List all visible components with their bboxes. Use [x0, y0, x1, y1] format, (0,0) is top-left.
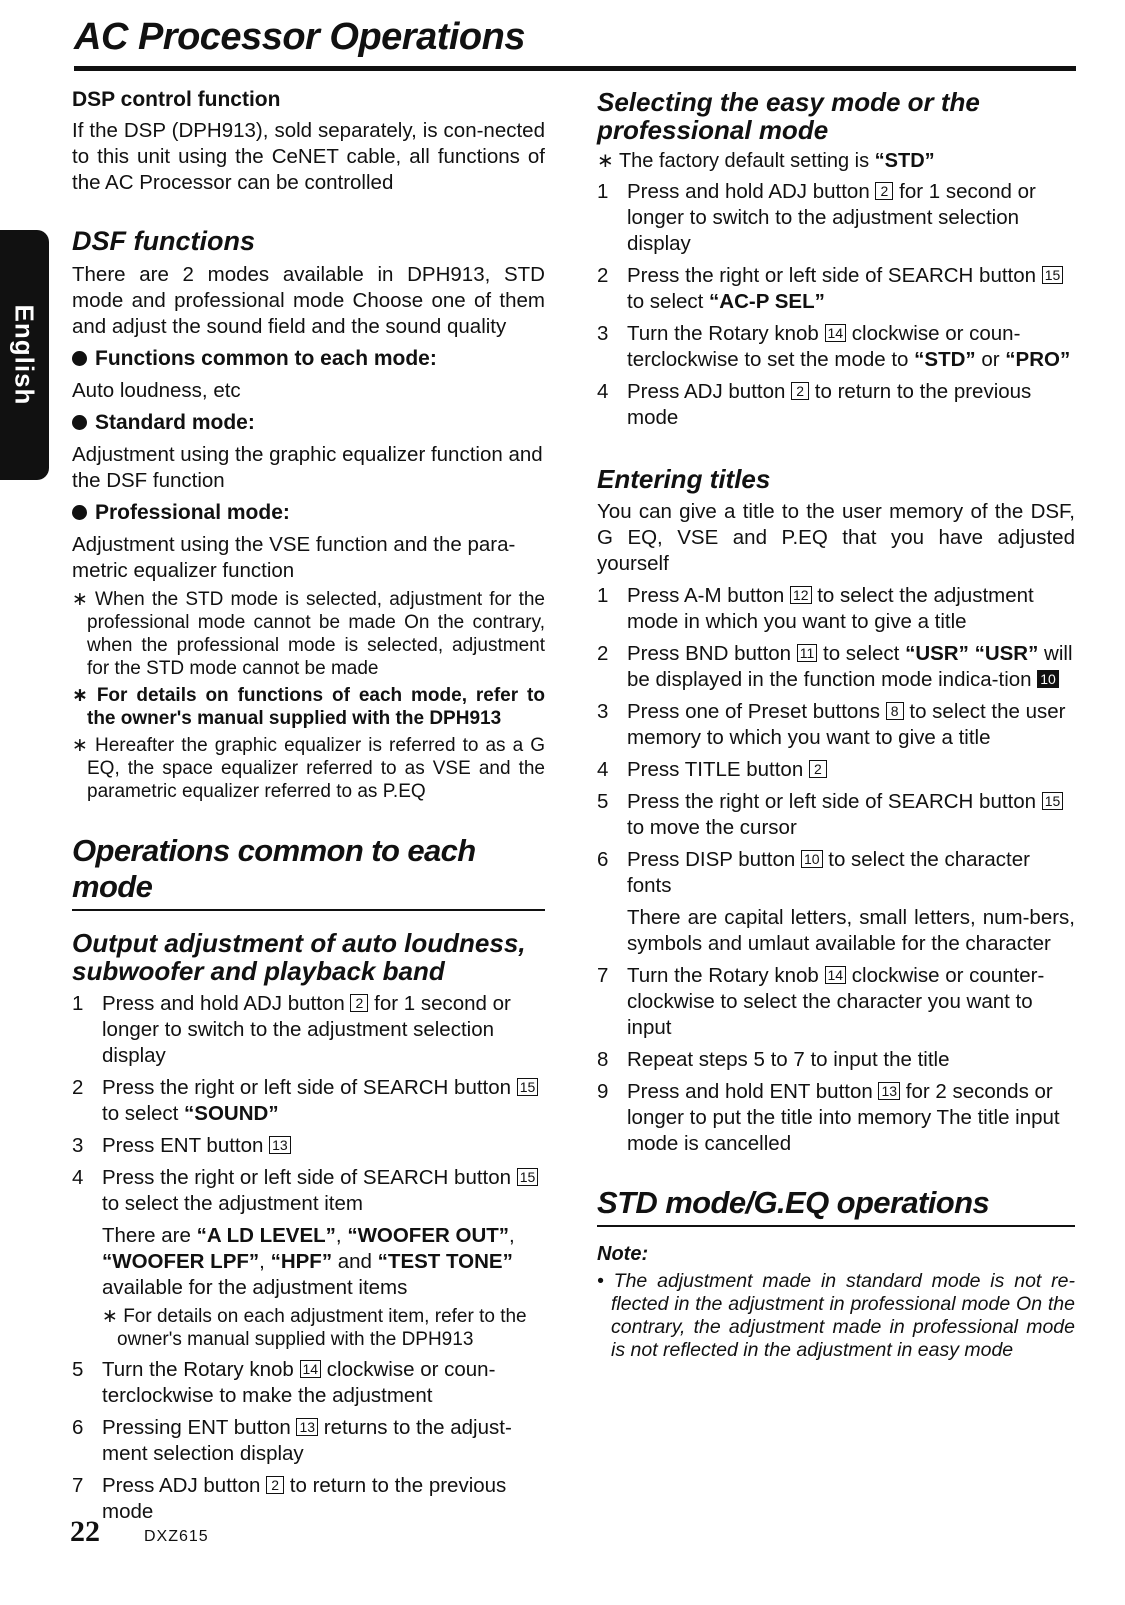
page-number: 22 [70, 1515, 100, 1548]
button-ref-icon: 13 [269, 1136, 291, 1154]
standard-mode-heading: Standard mode: [72, 410, 545, 436]
entering-titles-text: You can give a title to the user memory of the DSF, G EQ, VSE and P.EQ that you have adjusted yourself [597, 500, 1075, 575]
button-ref-icon: 8 [886, 702, 904, 720]
language-tab [0, 230, 49, 480]
left-column [72, 88, 545, 1525]
operations-heading: Operations common to each mode [72, 833, 545, 911]
button-ref-icon: 12 [790, 586, 812, 604]
list-item: 2 Press BND button 11 to select “USR” “USR” will be displayed in the function mode indica-tion 10 [597, 642, 1073, 691]
list-item: 5 Turn the Rotary knob 14 clockwise or coun-terclockwise to make the adjustment [72, 1358, 496, 1407]
common-mode-text: Auto loudness, etc [72, 379, 241, 402]
indicator-ref-icon: 10 [1037, 670, 1059, 688]
list-item: 1 Press and hold ADJ button 2 for 1 second or longer to switch to the adjustment selection display [597, 180, 1036, 255]
professional-mode-heading: Professional mode: [72, 500, 545, 526]
common-mode-heading: Functions common to each mode: [72, 346, 545, 372]
list-item: 4 Press TITLE button 2 [597, 757, 1075, 783]
list-item: 8 Repeat steps 5 to 7 to input the title [597, 1048, 950, 1071]
button-ref-icon: 2 [791, 382, 809, 400]
button-ref-icon: 10 [801, 850, 823, 868]
right-column [597, 88, 1075, 1362]
title-rule [74, 66, 1076, 71]
note-item: ∗ For details on functions of each mode, refer to the owner's manual supplied with the DPH913 [72, 685, 545, 729]
default-setting-note: ∗ The factory default setting is “STD” [597, 150, 935, 172]
list-item: 6 Pressing ENT button 13 returns to the adjust-ment selection display [72, 1416, 512, 1465]
list-item: 9 Press and hold ENT button 13 for 2 seconds or longer to put the title into memory The title input mode is cancelled [597, 1080, 1060, 1155]
page-title: AC Processor Operations [74, 16, 525, 58]
list-item: 7 Turn the Rotary knob 14 clockwise or counter-clockwise to select the character you want to input [597, 964, 1045, 1039]
output-steps-list [72, 991, 545, 1525]
bullet-icon [72, 415, 87, 430]
list-item: 3 Press one of Preset buttons 8 to select the user memory to which you want to give a title [597, 700, 1066, 749]
button-ref-icon: 14 [825, 324, 847, 342]
button-ref-icon: 14 [825, 966, 847, 984]
button-ref-icon: 13 [878, 1082, 900, 1100]
title-steps-list [597, 583, 1075, 1157]
std-mode-heading: STD mode/G.EQ operations [597, 1185, 1075, 1227]
button-ref-icon: 13 [296, 1418, 318, 1436]
step-note: ∗ For details on each adjustment item, refer to the owner's manual supplied with the DPH913 [102, 1306, 527, 1350]
button-ref-icon: 14 [300, 1360, 322, 1378]
dsf-text: There are 2 modes available in DPH913, STD mode and professional mode Choose one of them and adjust the sound field and the sound quality [72, 263, 545, 338]
button-ref-icon: 11 [797, 644, 818, 662]
easy-mode-heading: Selecting the easy mode or the professional mode [597, 87, 980, 145]
list-item: 6 Press DISP button 10 to select the character fonts There are capital letters, small letters, num-bers, symbols and umlaut available for the character [597, 848, 1075, 955]
bullet-icon [72, 505, 87, 520]
list-item: 4 Press the right or left side of SEARCH button 15 to select the adjustment item There are “A LD LEVEL”, “WOOFER OUT”, “WOOFER LPF”, “HPF” and “TEST TONE” available for the adjustment items ∗ For details on each adjustment item, refer to the owner's manual supplied with the DPH913 [72, 1165, 545, 1351]
list-item: 3 Press ENT button 13 [72, 1133, 545, 1159]
list-item: 1 Press A-M button 12 to select the adjustment mode in which you want to give a title [597, 584, 1034, 633]
professional-mode-text: Adjustment using the VSE function and the para-metric equalizer function [72, 533, 516, 582]
list-item: 5 Press the right or left side of SEARCH button 15 to move the cursor [597, 789, 1075, 841]
list-item: 7 Press ADJ button 2 to return to the previous mode [72, 1474, 507, 1523]
note-text: • The adjustment made in standard mode is not re-flected in the adjustment in professional mode On the contrary, the adjustment made in professional mode is not reflected in the adjustment in easy mode [597, 1270, 1075, 1361]
button-ref-icon: 15 [1042, 792, 1064, 810]
button-ref-icon: 2 [875, 182, 893, 200]
button-ref-icon: 15 [517, 1078, 539, 1096]
list-item: 2 Press the right or left side of SEARCH button 15 to select “AC-P SEL” [597, 263, 1075, 315]
button-ref-icon: 2 [809, 760, 827, 778]
button-ref-icon: 15 [1042, 266, 1064, 284]
list-item: 1 Press and hold ADJ button 2 for 1 second or longer to switch to the adjustment selection display [72, 992, 511, 1067]
dsp-heading: DSP control function [72, 88, 281, 111]
language-tab-label: English [9, 304, 40, 406]
note-title: Note: [597, 1243, 649, 1265]
dsp-text: If the DSP (DPH913), sold separately, is con-nected to this unit using the CeNET cable, all functions of the AC Processor can be controlled [72, 119, 545, 194]
output-adjustment-heading: Output adjustment of auto loudness, subwoofer and playback band [72, 928, 526, 986]
button-ref-icon: 2 [266, 1476, 284, 1494]
bullet-icon [72, 351, 87, 366]
list-item: 2 Press the right or left side of SEARCH button 15 to select “SOUND” [72, 1075, 545, 1127]
button-ref-icon: 15 [517, 1168, 539, 1186]
list-item: 3 Turn the Rotary knob 14 clockwise or coun-terclockwise to set the mode to “STD” or “PRO” [597, 322, 1071, 371]
dsf-heading: DSF functions [72, 226, 255, 256]
model-number: DXZ615 [144, 1528, 209, 1545]
note-item: ∗ Hereafter the graphic equalizer is referred to as a G EQ, the space equalizer referred to as VSE and the parametric equalizer referred to as P.EQ [72, 735, 545, 802]
note-item: ∗ When the STD mode is selected, adjustment for the professional mode cannot be made On the contrary, when the professional mode is selected, adjustment for the STD mode cannot be made [72, 589, 545, 679]
list-item: 4 Press ADJ button 2 to return to the previous mode [597, 380, 1032, 429]
button-ref-icon: 2 [350, 994, 368, 1012]
step-detail: There are “A LD LEVEL”, “WOOFER OUT”, “WOOFER LPF”, “HPF” and “TEST TONE” available for the adjustment items [102, 1224, 515, 1299]
standard-mode-text: Adjustment using the graphic equalizer function and the DSF function [72, 443, 543, 492]
easy-mode-steps-list [597, 179, 1075, 431]
step-detail: There are capital letters, small letters, num-bers, symbols and umlaut available for the character [627, 906, 1075, 955]
entering-titles-heading: Entering titles [597, 464, 771, 494]
